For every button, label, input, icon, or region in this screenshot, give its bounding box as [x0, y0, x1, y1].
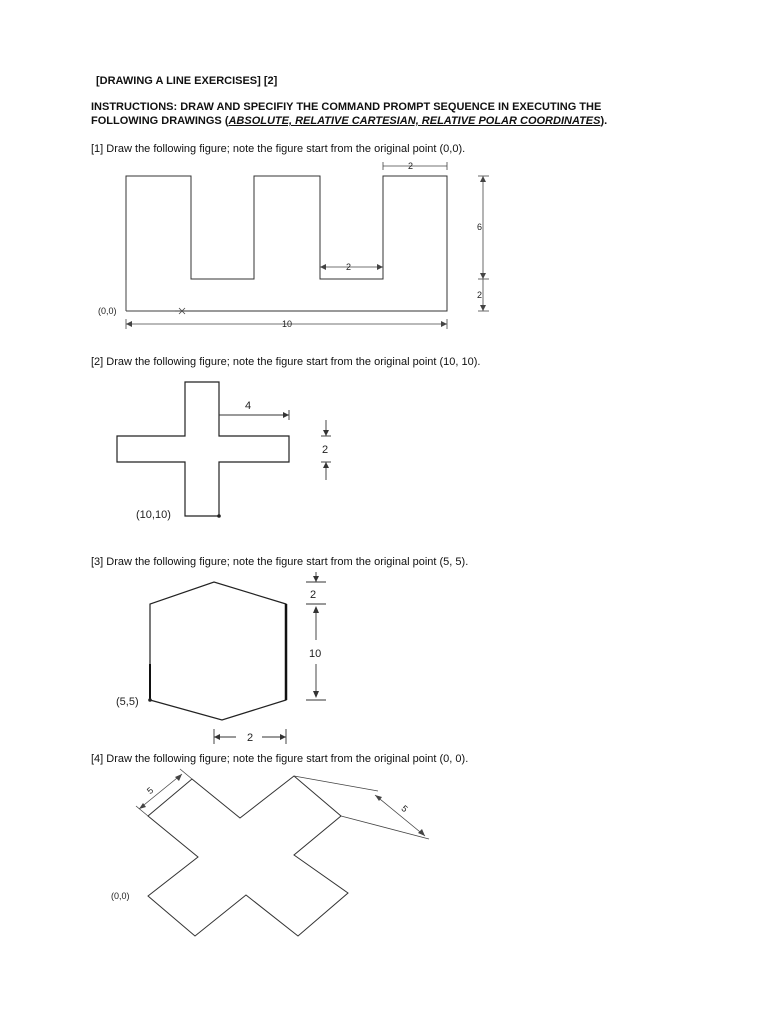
exercise-2-prompt: [2] Draw the following figure; note the figure start from the original point (10, 10). — [91, 356, 481, 368]
ex1-bottom-width-label: 10 — [282, 319, 293, 329]
ex3-start-label: (5,5) — [116, 696, 139, 708]
exercise-3-prompt: [3] Draw the following figure; note the figure start from the original point (5, 5). — [91, 556, 469, 568]
exercise-1-prompt: [1] Draw the following figure; note the figure start from the original point (0,0). — [91, 143, 466, 155]
instructions-emphasis: ABSOLUTE, RELATIVE CARTESIAN, RELATIVE POLAR COORDINATES — [228, 115, 601, 127]
ex1-top-width-label: 2 — [408, 161, 414, 171]
exercise-4-diagonal-cross — [148, 776, 348, 936]
instructions-line-2-suffix: ). — [600, 115, 608, 127]
ex1-right-short-label: 2 — [477, 290, 483, 300]
ex4-origin-label: (0,0) — [111, 891, 130, 901]
page-title: [DRAWING A LINE EXERCISES] [2] — [96, 75, 278, 87]
ex1-origin-label: (0,0) — [98, 306, 117, 316]
ex4-arm-right-label: 5 — [399, 803, 410, 815]
ex1-gap-width-label: 2 — [346, 262, 352, 272]
instructions-line-1: INSTRUCTIONS: DRAW AND SPECIFIY THE COMMAND PROMPT SEQUENCE IN EXECUTING THE — [91, 101, 602, 113]
ex2-start-label: (10,10) — [136, 509, 171, 521]
ex2-arm-width-label: 2 — [322, 444, 329, 456]
instructions-line-2-prefix: FOLLOWING DRAWINGS ( — [91, 115, 229, 127]
ex3-top-offset-label: 2 — [310, 589, 317, 601]
ex3-height-label: 10 — [309, 648, 322, 660]
ex1-right-tall-label: 6 — [477, 222, 483, 232]
ex4-arm-left-label: 5 — [144, 785, 156, 797]
ex2-arm-length-label: 4 — [245, 400, 252, 412]
ex3-bottom-width-label: 2 — [247, 732, 254, 744]
exercise-4-prompt: [4] Draw the following figure; note the figure start from the original point (0, 0). — [91, 753, 469, 765]
